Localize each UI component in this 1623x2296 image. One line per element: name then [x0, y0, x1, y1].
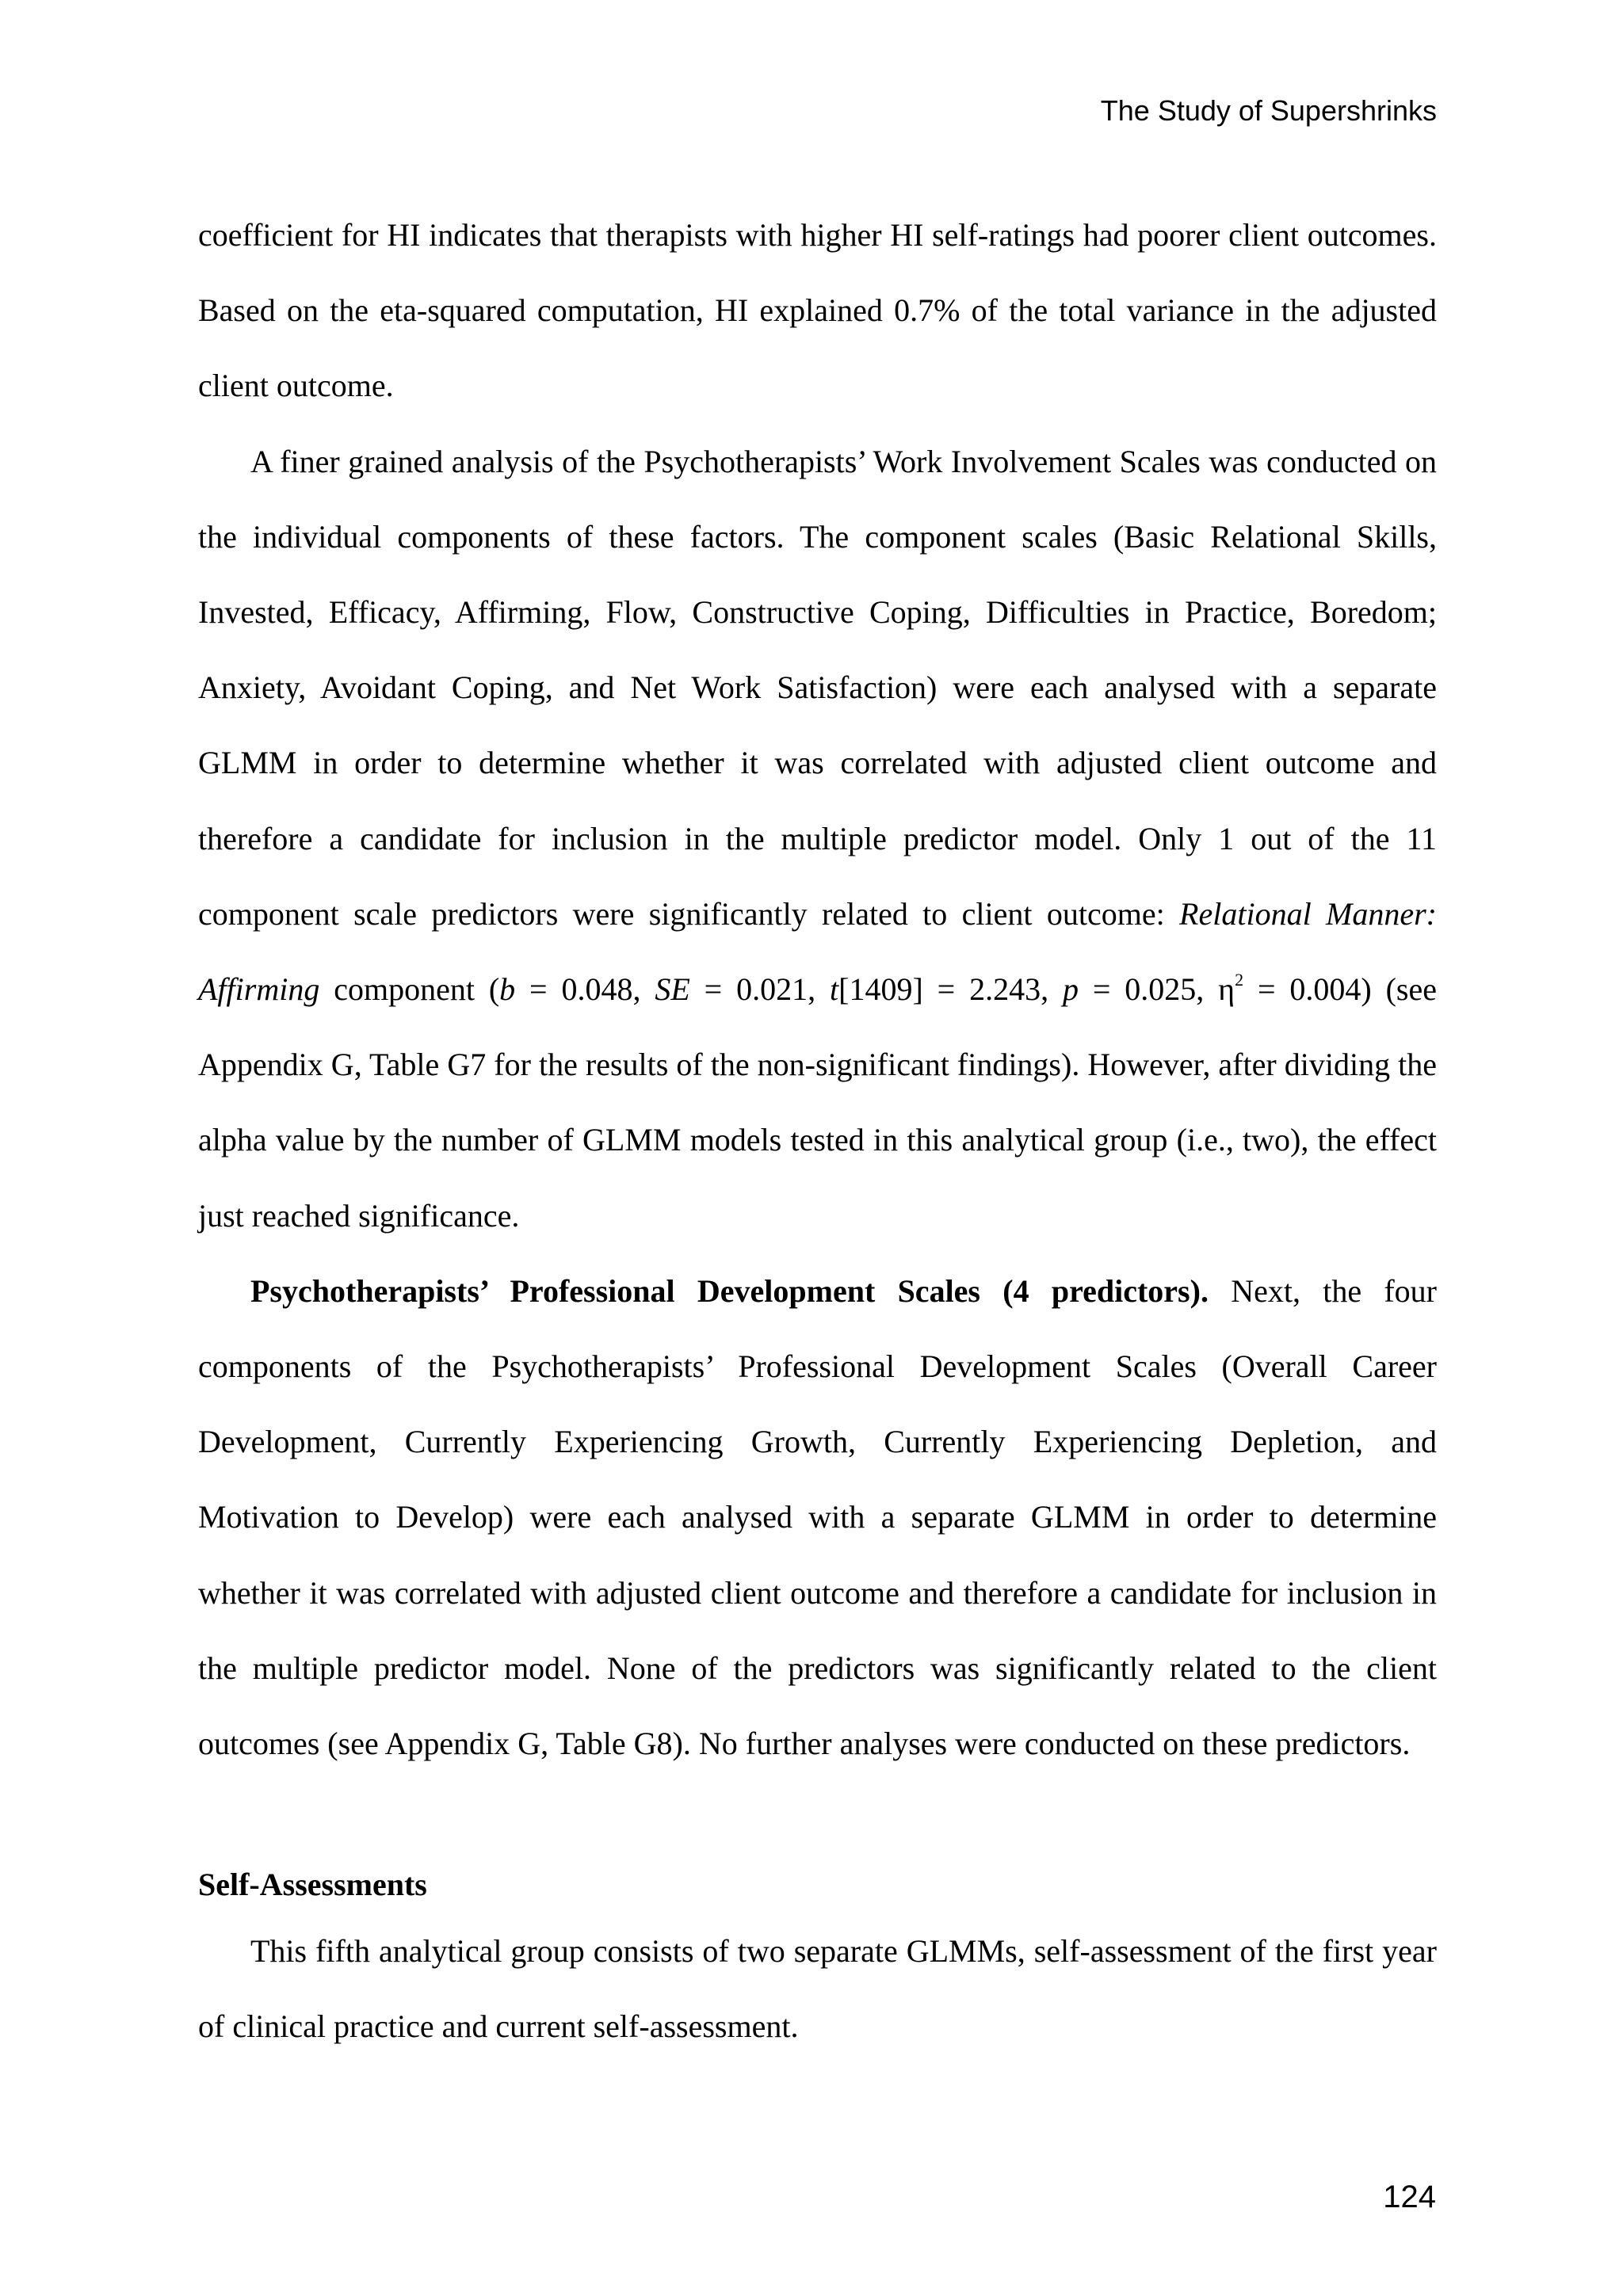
page-number: 124 — [1383, 2180, 1436, 2214]
stat-symbol-p: p — [1062, 971, 1079, 1008]
paragraph-work-involvement — [198, 424, 1437, 1253]
paragraph-text: = 0.004) (see Appendix G, Table G7 for the results of the non-significant findings). However, after dividing the alpha value by the number of GLMM models tested in this analytical group (i.e., two), the effect just reached significance. — [198, 971, 1438, 1234]
paragraph-hi-continuation: coefficient for HI indicates that therapists with higher HI self-ratings had poorer client outcomes. Based on the eta-squared computation, HI explained 0.7% of the total variance in the adjusted client outcome. — [198, 217, 1437, 404]
paragraph-text: Next, the four components of the Psychotherapists’ Professional Development Scales (Overall Career Development, Currently Experiencing Growth, Currently Experiencing Depletion, and Motivation to Develop) were each analysed with a separate GLMM in order to determine whether it was correlated with adjusted client outcome and therefore a candidate for inclusion in the multiple predictor model. None of the predictors was significantly related to the client outcomes (see Appendix G, Table G8). No further analyses were conducted on these predictors. — [198, 1272, 1437, 1762]
stat-value-b: = 0.048, — [515, 971, 655, 1008]
paragraph-self-assessments: This fifth analytical group consists of two separate GLMMs, self-assessment of the first year of clinical practice and current self-assessment. — [198, 1933, 1437, 2045]
stat-symbol-se: SE — [655, 971, 690, 1008]
document-body — [198, 197, 1437, 2065]
component-name: Relational Manner: Affirming — [198, 895, 1437, 1008]
stat-value-p: = 0.025, — [1078, 971, 1219, 1008]
stat-symbol-t: t — [830, 971, 839, 1008]
running-title: The Study of Supershrinks — [1100, 94, 1437, 127]
run-in-heading: Psychotherapists’ Professional Development Scales (4 predictors). — [250, 1272, 1209, 1309]
stat-value-se: = 0.021, — [689, 971, 830, 1008]
paragraph-text: component ( — [319, 971, 500, 1008]
paragraph-text: A finer grained analysis of the Psychotherapists’ Work Involvement Scales was conducted on the individual components of these factors. The component scales (Basic Relational Skills, Invested, Efficacy, Affirming, Flow, Constructive Coping, Difficulties in Practice, Boredom; Anxiety, Avoidant Coping, and Net Work Satisfaction) were each analysed with a separate GLMM in order to determine whether it was correlated with adjusted client outcome and therefore a candidate for inclusion in the multiple predictor model. Only 1 out of the 11 component scale predictors were significantly related to client outcome: — [198, 443, 1437, 932]
section-heading: Self-Assessments — [198, 1867, 427, 1903]
stat-value-t: [1409] = 2.243, — [838, 971, 1063, 1008]
stat-symbol-b: b — [499, 971, 516, 1008]
paragraph-professional-development — [198, 1253, 1437, 1781]
stat-symbol-eta: η — [1218, 971, 1235, 1008]
eta-exponent: 2 — [1235, 969, 1244, 990]
